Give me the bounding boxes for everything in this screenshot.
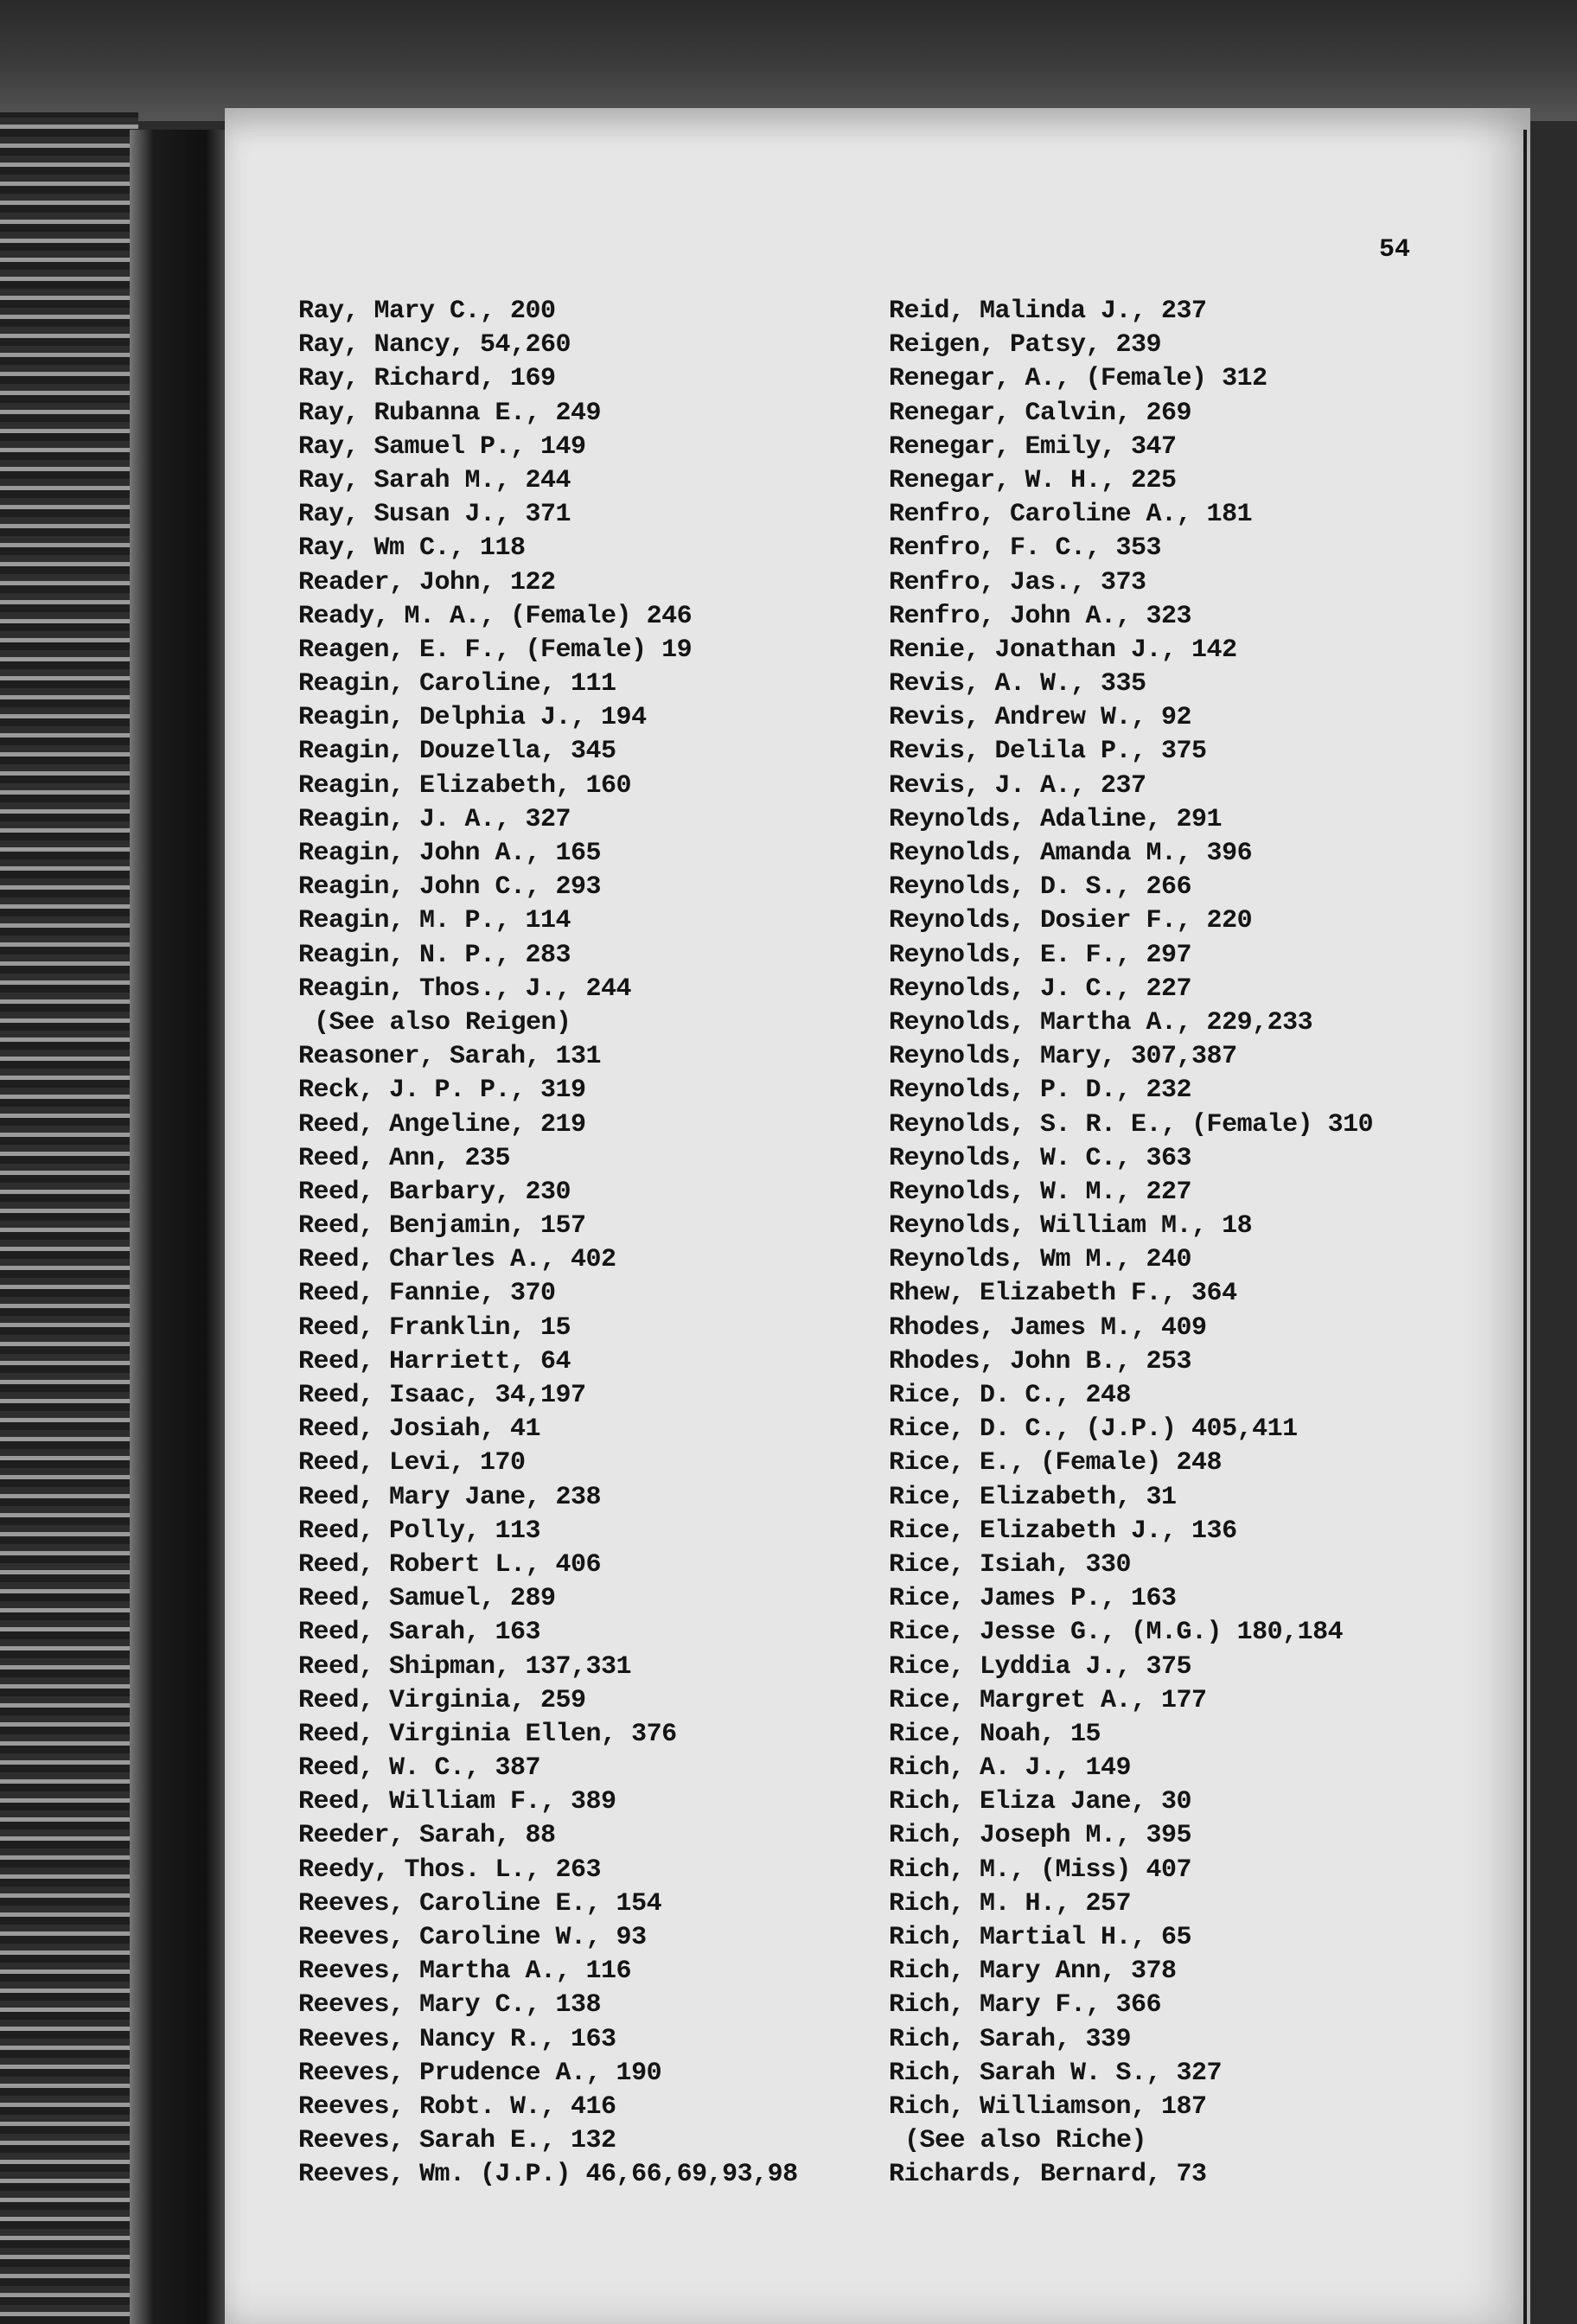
index-entry: Reeves, Robt. W., 416 [298,2091,616,2122]
index-entry: Reed, Harriett, 64 [298,1346,571,1376]
index-entry: Revis, Delila P., 375 [889,737,1207,767]
index-entry: Reed, Barbary, 230 [298,1177,571,1207]
index-entry: Reed, Isaac, 34,197 [298,1381,586,1410]
index-entry: Rice, Lyddia J., 375 [889,1651,1192,1682]
index-entry: Rich, M. H., 257 [889,1888,1132,1919]
index-entry: Reynolds, Wm M., 240 [889,1245,1192,1275]
index-entry: Ray, Susan J., 371 [298,500,571,530]
index-entry: Reed, Samuel, 289 [298,1584,556,1614]
index-entry: Reagin, Delphia J., 194 [298,703,647,733]
index-entry: Rich, Joseph M., 395 [889,1821,1192,1851]
index-entry: Reynolds, William M., 18 [889,1211,1253,1242]
index-entry: Reasoner, Sarah, 131 [298,1042,602,1072]
index-entry: Renegar, W. H., 225 [889,465,1177,495]
index-entry: Ray, Mary C., 200 [298,297,556,326]
page-number: 54 [1379,235,1411,265]
index-entry: Reagin, M. P., 114 [298,906,571,936]
index-entry: Rich, Williamson, 187 [889,2091,1207,2122]
index-entry: Revis, A. W., 335 [889,669,1146,699]
index-entry: Reynolds, W. M., 227 [889,1177,1192,1207]
index-entry: Reagin, Caroline, 111 [298,669,616,699]
index-entry: Reck, J. P. P., 319 [298,1076,586,1106]
scan-top-shadow [0,0,1577,121]
index-entry: Ray, Wm C., 118 [298,533,526,564]
index-entry: Reed, Virginia, 259 [298,1685,586,1715]
index-entry: Rhodes, James M., 409 [889,1312,1207,1343]
index-entry: Rice, D. C., 248 [889,1381,1132,1410]
book-gutter [130,130,225,2324]
index-entry: Reynolds, W. C., 363 [889,1143,1192,1173]
index-entry: Reeves, Sarah E., 132 [298,2126,616,2156]
facing-page-edge [0,112,138,2324]
index-entry: Reeves, Caroline E., 154 [298,1888,662,1919]
index-entry: Richards, Bernard, 73 [889,2160,1207,2190]
index-entry: Rhodes, John B., 253 [889,1346,1192,1376]
index-entry: Reynolds, D. S., 266 [889,872,1192,903]
index-entry: Reigen, Patsy, 239 [889,330,1162,361]
index-entry: Rich, Sarah, 339 [889,2024,1132,2054]
index-entry: Renfro, Jas., 373 [889,567,1146,597]
index-entry: Renfro, F. C., 353 [889,533,1162,564]
index-column-left [298,295,798,2193]
see-also-note: (See also Riche) [904,2126,1147,2156]
index-entry: Rice, James P., 163 [889,1584,1177,1614]
index-entry: Reed, Franklin, 15 [298,1312,571,1343]
index-entry: Renegar, A., (Female) 312 [889,364,1267,394]
index-entry: Ready, M. A., (Female) 246 [298,601,693,631]
index-entry: Ray, Nancy, 54,260 [298,330,571,361]
index-entry: Reed, Ann, 235 [298,1143,511,1173]
index-entry: Rich, M., (Miss) 407 [889,1855,1192,1885]
index-entry: Reagin, J. A., 327 [298,804,571,834]
index-entry: Reynolds, J. C., 227 [889,974,1192,1004]
index-entry: Reagin, N. P., 283 [298,940,571,970]
index-entry: Reynolds, P. D., 232 [889,1076,1192,1106]
index-entry: Reeves, Nancy R., 163 [298,2024,616,2054]
index-entry: Ray, Richard, 169 [298,364,556,394]
index-entry: Reagin, Thos., J., 244 [298,974,632,1004]
index-entry: Reed, Polly, 113 [298,1516,541,1546]
index-entry: Reed, Charles A., 402 [298,1245,616,1275]
see-also-note: (See also Reigen) [314,1007,571,1038]
index-entry: Reed, Fannie, 370 [298,1279,556,1309]
index-entry: Rice, Noah, 15 [889,1719,1101,1749]
index-entry: Reagin, Douzella, 345 [298,737,616,767]
index-entry: Reagin, John A., 165 [298,839,602,868]
index-entry: Reynolds, Dosier F., 220 [889,906,1253,936]
index-entry: Reagin, Elizabeth, 160 [298,770,632,801]
index-entry: Rich, A. J., 149 [889,1753,1132,1784]
index-entry: Revis, Andrew W., 92 [889,703,1192,733]
index-entry: Ray, Samuel P., 149 [298,431,586,462]
index-entry: Rice, Elizabeth, 31 [889,1482,1177,1512]
index-entry: Reeves, Mary C., 138 [298,1990,602,2021]
index-entry: Reagin, John C., 293 [298,872,602,903]
index-entry: Rice, Elizabeth J., 136 [889,1516,1237,1546]
index-entry: Renegar, Calvin, 269 [889,398,1192,428]
index-entry: Rich, Sarah W. S., 327 [889,2058,1223,2088]
index-entry: Rich, Eliza Jane, 30 [889,1787,1192,1817]
index-entry: Rich, Martial H., 65 [889,1923,1192,1952]
index-entry: Reynolds, Martha A., 229,233 [889,1007,1313,1038]
index-column-right [889,295,1373,2193]
index-entry: Reed, Levi, 170 [298,1448,526,1478]
index-entry: Rice, Jesse G., (M.G.) 180,184 [889,1618,1344,1648]
index-entry: Ray, Sarah M., 244 [298,465,571,495]
index-entry: Reagen, E. F., (Female) 19 [298,635,693,665]
page-edge-line [1523,130,1527,2324]
index-entry: Rice, Margret A., 177 [889,1685,1207,1715]
index-entry: Revis, J. A., 237 [889,770,1146,801]
index-entry: Ray, Rubanna E., 249 [298,398,602,428]
index-entry: Reader, John, 122 [298,567,556,597]
index-entry: Reed, Mary Jane, 238 [298,1482,602,1512]
index-entry: Reed, W. C., 387 [298,1753,541,1784]
index-entry: Reeves, Prudence A., 190 [298,2058,662,2088]
index-entry: Reedy, Thos. L., 263 [298,1855,602,1885]
index-entry: Renfro, Caroline A., 181 [889,500,1253,530]
index-entry: Reed, Virginia Ellen, 376 [298,1719,677,1749]
index-entry: Reynolds, Mary, 307,387 [889,1042,1237,1072]
index-entry: Reed, Sarah, 163 [298,1618,541,1648]
index-entry: Reid, Malinda J., 237 [889,297,1207,326]
index-entry: Renie, Jonathan J., 142 [889,635,1237,665]
index-entry: Reed, Shipman, 137,331 [298,1651,632,1682]
index-entry: Reeves, Wm. (J.P.) 46,66,69,93,98 [298,2160,798,2190]
index-entry: Rice, Isiah, 330 [889,1549,1132,1580]
index-entry: Rich, Mary F., 366 [889,1990,1162,2021]
index-entry: Renegar, Emily, 347 [889,431,1177,462]
index-entry: Reed, Josiah, 41 [298,1414,541,1445]
index-entry: Reeves, Caroline W., 93 [298,1923,647,1952]
index-entry: Reynolds, S. R. E., (Female) 310 [889,1109,1374,1140]
index-entry: Reed, Robert L., 406 [298,1549,602,1580]
index-entry: Rhew, Elizabeth F., 364 [889,1279,1237,1309]
index-entry: Reynolds, Amanda M., 396 [889,839,1253,868]
index-entry: Reed, Benjamin, 157 [298,1211,586,1242]
index-entry: Reeder, Sarah, 88 [298,1821,556,1851]
index-entry: Renfro, John A., 323 [889,601,1192,631]
index-entry: Rice, D. C., (J.P.) 405,411 [889,1414,1298,1445]
index-entry: Reed, Angeline, 219 [298,1109,586,1140]
index-entry: Rice, E., (Female) 248 [889,1448,1223,1478]
index-entry: Rich, Mary Ann, 378 [889,1957,1177,1987]
index-entry: Reeves, Martha A., 116 [298,1957,632,1987]
index-entry: Reed, William F., 389 [298,1787,616,1817]
index-entry: Reynolds, E. F., 297 [889,940,1192,970]
index-entry: Reynolds, Adaline, 291 [889,804,1223,834]
